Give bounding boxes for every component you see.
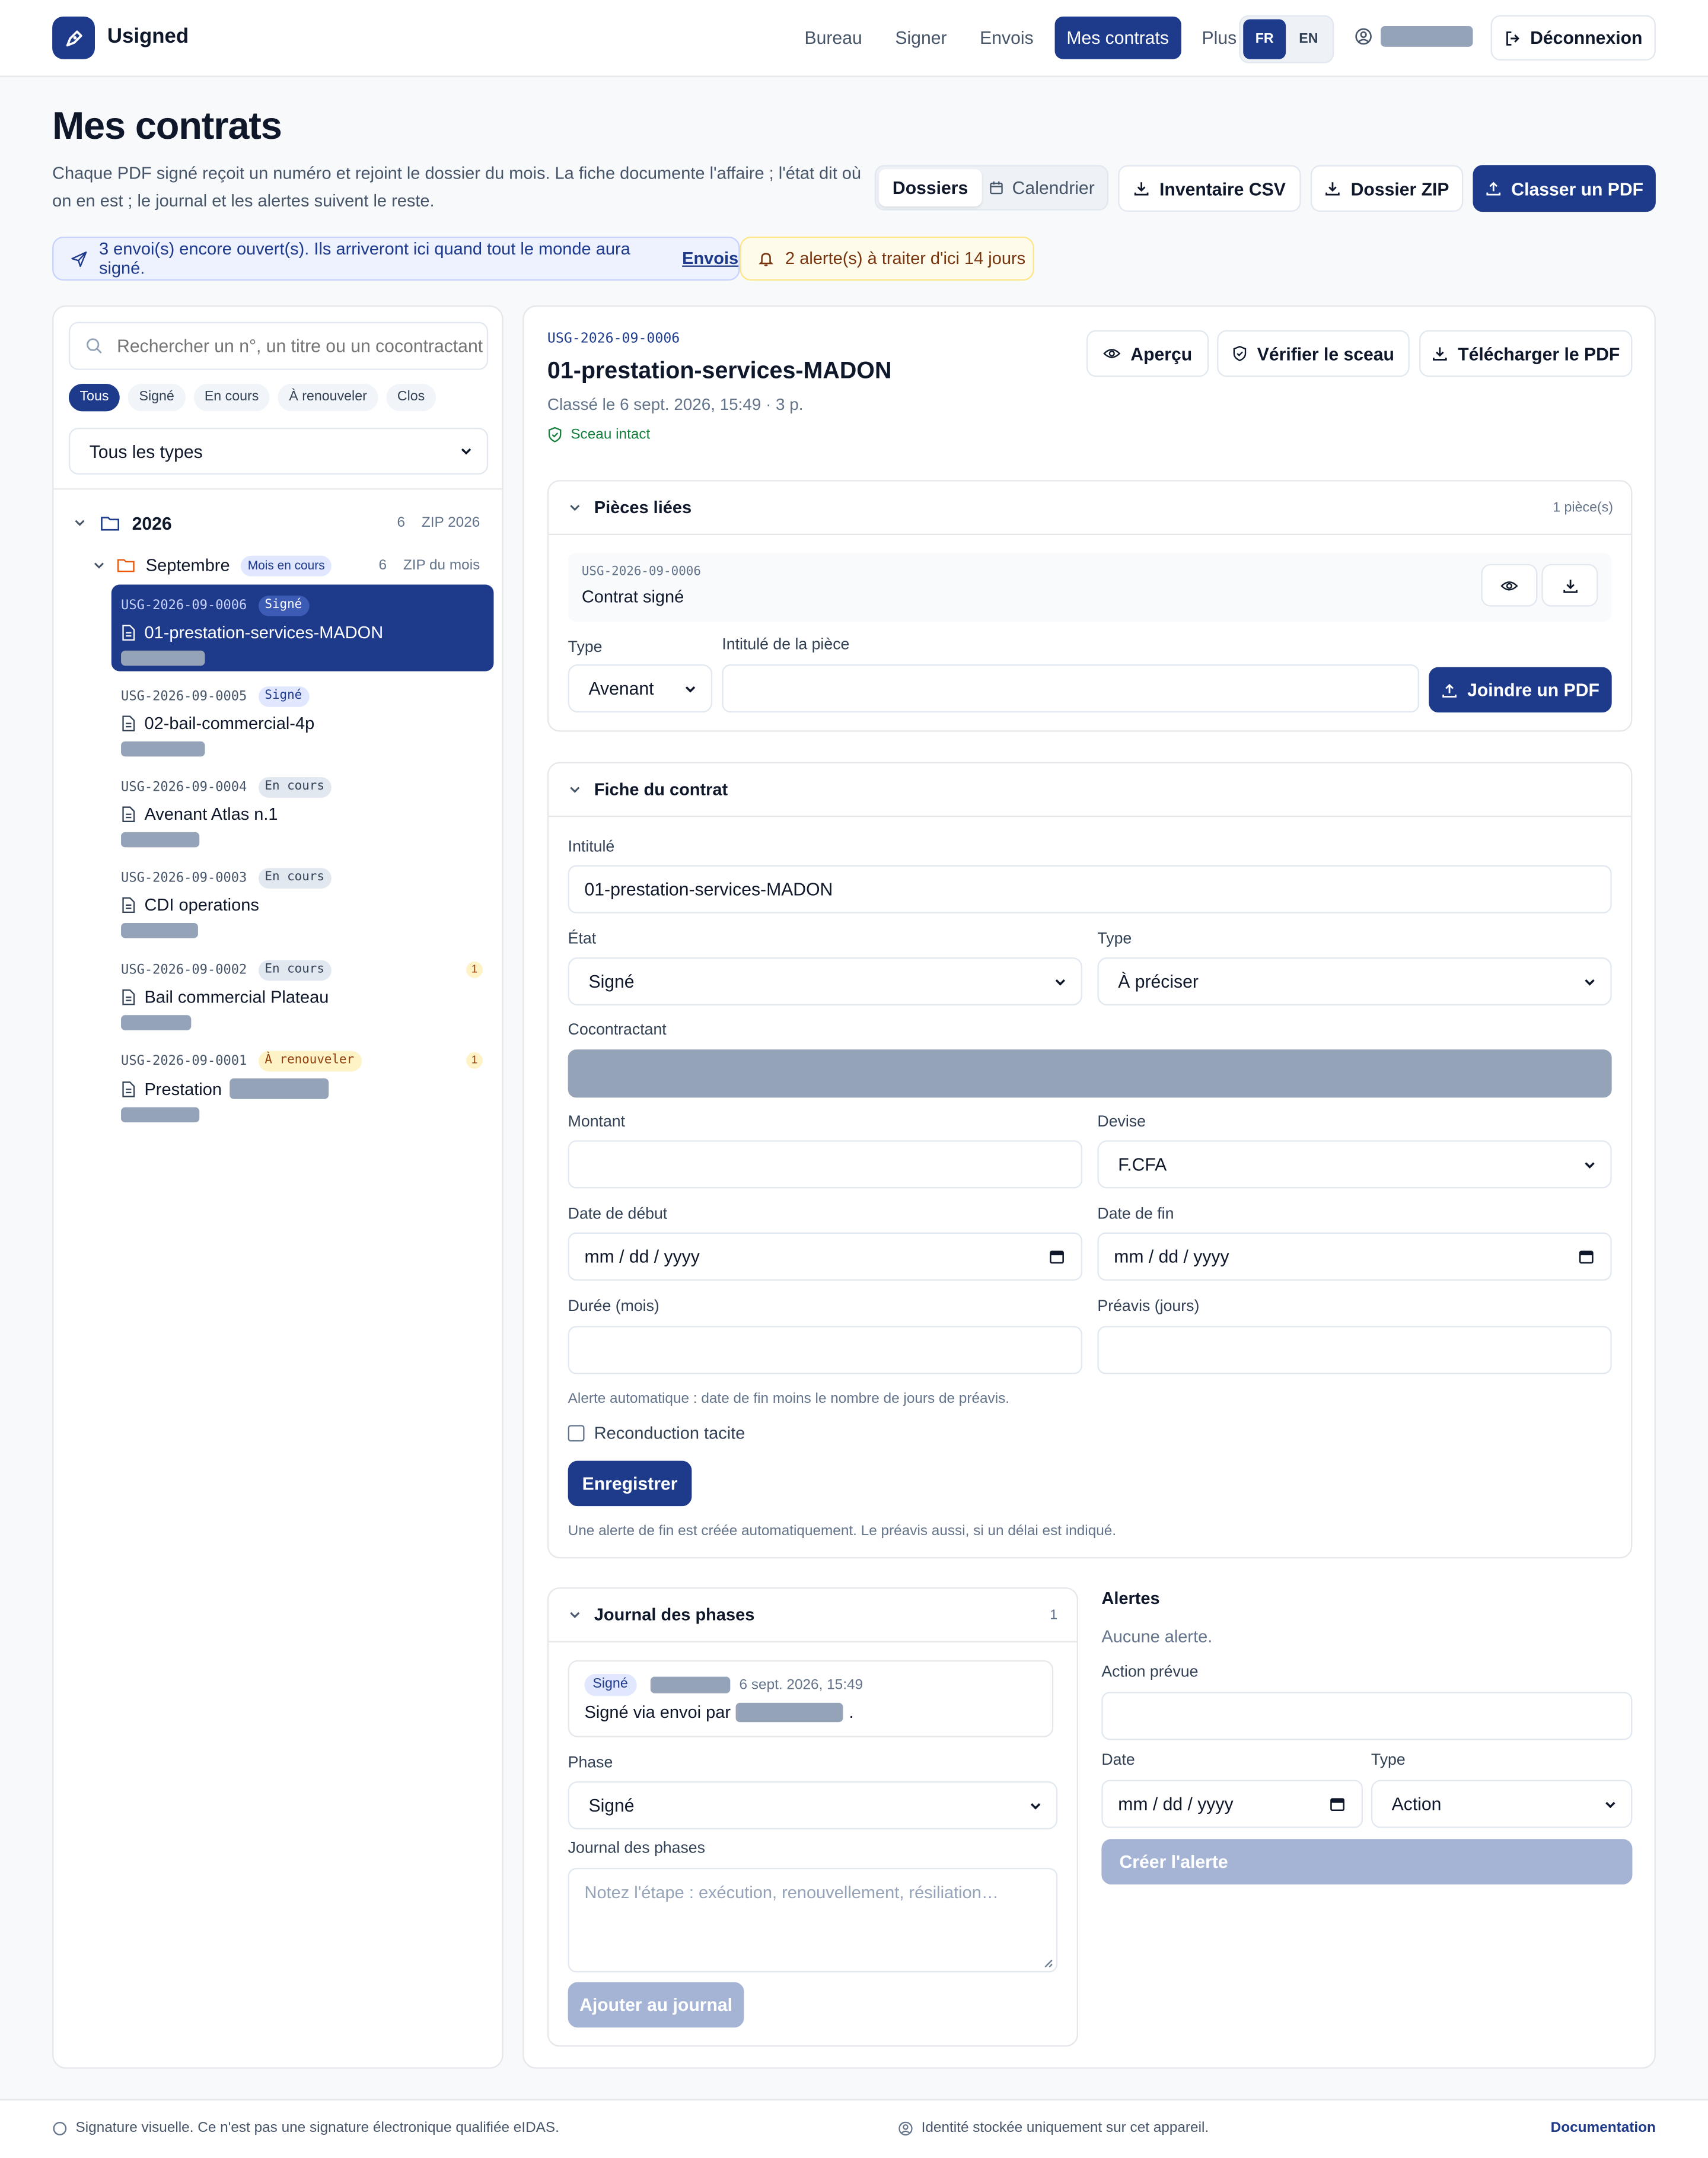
- document-icon: [121, 715, 136, 732]
- filter-en-cours[interactable]: En cours: [193, 384, 270, 411]
- tacit-renewal-label: Reconduction tacite: [594, 1423, 745, 1443]
- status-badge: En cours: [258, 960, 332, 981]
- contracts-sidebar: [52, 305, 504, 2069]
- chevron-down-icon: [1604, 1797, 1617, 1811]
- counterparty-redacted: [121, 923, 198, 938]
- download-pdf-label: Télécharger le PDF: [1458, 343, 1620, 364]
- alerts-section-title: Alertes: [1101, 1589, 1160, 1608]
- document-icon: [121, 989, 136, 1005]
- duree-label: Durée (mois): [568, 1298, 659, 1315]
- piece-name-input[interactable]: [722, 664, 1419, 712]
- linked-pieces-header[interactable]: [568, 498, 692, 517]
- view-calendar-label: Calendrier: [1012, 177, 1095, 198]
- counterparty-redacted: [121, 832, 199, 848]
- contract-type-select[interactable]: [1097, 957, 1611, 1005]
- calendar-icon: [1049, 1249, 1065, 1265]
- download-icon: [1432, 345, 1448, 362]
- contract-sheet-header[interactable]: [568, 780, 728, 799]
- page-description: Chaque PDF signé reçoit un numéro et rejoint le dossier du mois. La fiche documente l'affaire ; l'état dit où on en est ; le journal et les alertes suivent le reste.: [52, 163, 862, 211]
- piece-type-label: Type: [568, 639, 603, 657]
- etat-select[interactable]: [568, 957, 1082, 1005]
- piece-name-label: Intitulé de la pièce: [722, 636, 850, 654]
- detail-filed-meta: Classé le 6 sept. 2026, 15:49 · 3 p.: [547, 394, 804, 414]
- detail-title: 01-prestation-services-MADON: [547, 357, 892, 384]
- sidebar-divider: [53, 488, 502, 489]
- save-note: Une alerte de fin est créée automatiquement. Le préavis aussi, si un délai est indiqué.: [568, 1522, 1117, 1539]
- search-icon: [85, 337, 103, 355]
- send-icon: [70, 250, 88, 268]
- contract-title: 01-prestation-services-MADON: [144, 623, 384, 642]
- language-switch: [1239, 15, 1334, 63]
- contract-list-item[interactable]: [111, 766, 494, 853]
- folder-year-label: 2026: [132, 512, 172, 533]
- journal-entry-time: 6 sept. 2026, 15:49: [739, 1676, 863, 1694]
- sender-redacted: [736, 1703, 843, 1722]
- add-to-journal-label: Ajouter au journal: [579, 1994, 733, 2016]
- nav-mes-contrats[interactable]: Mes contrats: [1054, 17, 1181, 59]
- filter-clos[interactable]: Clos: [386, 384, 436, 411]
- lang-fr-button[interactable]: FR: [1243, 19, 1286, 59]
- footer-disclaimer: [52, 2119, 559, 2136]
- alert-type-select[interactable]: [1371, 1780, 1633, 1828]
- calendar-icon: [1579, 1249, 1594, 1265]
- alerts-text: 2 alerte(s) à traiter d'ici 14 jours: [785, 249, 1026, 269]
- etat-value: Signé: [588, 971, 635, 992]
- contract-number: USG-2026-09-0003: [121, 870, 247, 886]
- inventory-csv-label: Inventaire CSV: [1159, 178, 1286, 199]
- start-date-label: Date de début: [568, 1206, 668, 1223]
- journal-entry: [568, 1660, 1054, 1737]
- contract-title: Prestation: [144, 1079, 222, 1099]
- document-icon: [121, 897, 136, 914]
- shield-check-icon: [547, 426, 563, 443]
- filter-a-renouveler[interactable]: À renouveler: [278, 384, 378, 411]
- etat-label: État: [568, 931, 597, 948]
- page-title: Mes contrats: [52, 104, 282, 148]
- file-pdf-label: Classer un PDF: [1511, 178, 1644, 199]
- save-button[interactable]: [568, 1461, 692, 1507]
- page-footer: [0, 2099, 1708, 2158]
- brand-name: Usigned: [107, 24, 189, 49]
- seal-status: [547, 426, 650, 443]
- contract-list-item[interactable]: [111, 676, 494, 762]
- status-badge: En cours: [258, 868, 332, 889]
- tacit-renewal-row: [568, 1424, 745, 1443]
- piece-type-select[interactable]: [568, 664, 712, 712]
- attach-pdf-label: Joindre un PDF: [1467, 679, 1599, 701]
- counterparty-redacted: [121, 1107, 199, 1123]
- document-icon: [121, 806, 136, 823]
- planned-action-input[interactable]: [1101, 1692, 1632, 1740]
- journal-notes-placeholder: Notez l'étape : exécution, renouvellement, résiliation…: [584, 1883, 999, 1902]
- piece-preview-button[interactable]: [1481, 564, 1537, 607]
- contract-sheet-title: Fiche du contrat: [594, 779, 728, 800]
- status-badge: À renouveler: [258, 1051, 361, 1072]
- contract-title: CDI operations: [144, 895, 259, 915]
- journal-notes-textarea[interactable]: [568, 1868, 1058, 1972]
- preavis-label: Préavis (jours): [1097, 1298, 1200, 1315]
- eye-icon: [1500, 578, 1518, 592]
- type-label: Type: [1097, 931, 1132, 948]
- phase-journal-title: Journal des phases: [594, 1605, 755, 1625]
- open-sends-link[interactable]: Envois: [682, 249, 739, 269]
- folder-year-count: 6: [397, 514, 406, 531]
- download-pdf-button[interactable]: [1419, 330, 1632, 377]
- piece-download-button[interactable]: [1541, 564, 1598, 607]
- alert-date-label: Date: [1101, 1752, 1135, 1769]
- contract-type-value: À préciser: [1118, 971, 1199, 992]
- cocontractant-label: Cocontractant: [568, 1021, 667, 1039]
- download-icon: [1133, 180, 1150, 197]
- phase-journal-count: 1: [1050, 1608, 1058, 1624]
- contract-detail-panel: [522, 305, 1656, 2069]
- linked-pieces-count: 1 pièce(s): [1553, 501, 1613, 516]
- contract-list-item[interactable]: [111, 1040, 494, 1126]
- journal-author-redacted: [650, 1677, 729, 1694]
- devise-value: F.CFA: [1118, 1154, 1167, 1175]
- contract-sheet-card: [547, 762, 1633, 1559]
- folder-year[interactable]: [73, 509, 480, 536]
- duree-input[interactable]: [568, 1326, 1082, 1374]
- piece-type-value: Avenant: [588, 678, 654, 699]
- card-divider: [549, 816, 1631, 817]
- seal-status-label: Sceau intact: [571, 426, 651, 443]
- create-alert-button[interactable]: [1101, 1839, 1632, 1885]
- inventory-csv-button[interactable]: [1118, 165, 1301, 212]
- cocontractant-input-redacted[interactable]: [568, 1049, 1612, 1097]
- folder-month-count: 6: [378, 557, 387, 574]
- status-badge: En cours: [258, 777, 332, 798]
- save-label: Enregistrer: [582, 1473, 678, 1494]
- nav-bureau[interactable]: Bureau: [804, 27, 862, 49]
- circle-info-icon: [52, 2120, 68, 2135]
- main-nav: [792, 17, 1267, 59]
- counterparty-redacted: [121, 1015, 191, 1030]
- add-to-journal-button[interactable]: [568, 1982, 744, 2027]
- linked-pieces-title: Pièces liées: [594, 498, 692, 517]
- phase-journal-header[interactable]: [568, 1605, 755, 1624]
- resize-handle-icon[interactable]: [1043, 1958, 1054, 1969]
- chevron-down-icon: [1583, 975, 1597, 988]
- planned-action-label: Action prévue: [1101, 1664, 1199, 1681]
- create-alert-label: Créer l'alerte: [1119, 1851, 1228, 1872]
- devise-label: Devise: [1097, 1114, 1146, 1131]
- card-divider: [549, 534, 1631, 535]
- eye-icon: [1103, 346, 1121, 360]
- linked-piece-row: [568, 553, 1612, 622]
- chevron-down-icon: [1053, 975, 1067, 988]
- contract-number: USG-2026-09-0001: [121, 1053, 247, 1069]
- montant-input[interactable]: [568, 1140, 1082, 1188]
- document-icon: [121, 625, 136, 641]
- contract-number: USG-2026-09-0006: [121, 598, 247, 614]
- view-folders-tab[interactable]: Dossiers: [879, 169, 982, 206]
- logout-label: Déconnexion: [1530, 27, 1643, 49]
- chevron-down-icon: [73, 516, 87, 530]
- counterparty-redacted: [121, 651, 205, 666]
- phase-value: Signé: [588, 1795, 635, 1816]
- nav-signer[interactable]: Signer: [895, 27, 947, 49]
- zip-folder-button[interactable]: [1311, 165, 1463, 212]
- alert-type-label: Type: [1371, 1752, 1406, 1769]
- brand-logo-icon[interactable]: [52, 17, 95, 59]
- calendar-icon: [1330, 1796, 1345, 1812]
- intitule-label: Intitulé: [568, 839, 615, 856]
- chevron-down-icon: [92, 558, 106, 572]
- type-filter-select[interactable]: [69, 428, 488, 475]
- download-icon: [1562, 577, 1578, 594]
- user-menu[interactable]: [1355, 26, 1473, 47]
- user-icon: [898, 2120, 913, 2135]
- alert-date-input[interactable]: [1101, 1780, 1363, 1828]
- contract-number: USG-2026-09-0004: [121, 779, 247, 795]
- document-icon: [121, 1080, 136, 1097]
- journal-entry-text: Signé via envoi par: [584, 1702, 731, 1723]
- zip-folder-label: Dossier ZIP: [1350, 178, 1449, 199]
- view-toggle: [875, 165, 1108, 211]
- folder-month-label: Septembre: [145, 555, 230, 575]
- status-filters: [69, 384, 436, 411]
- shield-check-icon: [1232, 345, 1248, 362]
- start-date-placeholder: mm / dd / yyyy: [584, 1246, 700, 1267]
- verify-seal-button[interactable]: [1217, 330, 1410, 377]
- file-pdf-button[interactable]: [1473, 165, 1655, 212]
- folder-open-icon: [100, 514, 121, 531]
- open-sends-notice: [52, 237, 740, 281]
- search-input[interactable]: [114, 334, 486, 357]
- folder-month[interactable]: [92, 552, 480, 579]
- contract-title: 02-bail-commercial-4p: [144, 714, 315, 733]
- bell-icon: [758, 250, 775, 267]
- contract-title: Bail commercial Plateau: [144, 987, 329, 1007]
- counterparty-redacted: [121, 741, 205, 757]
- folder-month-zip[interactable]: ZIP du mois: [403, 557, 480, 574]
- chevron-down-icon: [459, 444, 473, 458]
- journal-entry-status: Signé: [585, 1674, 636, 1696]
- end-date-placeholder: mm / dd / yyyy: [1114, 1246, 1229, 1267]
- piece-number: USG-2026-09-0006: [581, 565, 701, 580]
- end-date-input[interactable]: [1097, 1233, 1611, 1281]
- chevron-down-icon: [568, 501, 582, 514]
- detail-contract-number: USG-2026-09-0006: [547, 331, 680, 347]
- footer-identity-text: Identité stockée uniquement sur cet appareil.: [921, 2119, 1209, 2137]
- lang-en-button[interactable]: EN: [1299, 31, 1318, 47]
- upload-icon: [1441, 682, 1458, 698]
- open-sends-text: 3 envoi(s) encore ouvert(s). Ils arriveront ici quand tout le monde aura signé.: [98, 239, 630, 278]
- current-month-badge: Mois en cours: [241, 555, 332, 576]
- preview-button[interactable]: [1086, 330, 1209, 377]
- nav-envois[interactable]: Envois: [980, 27, 1034, 49]
- chevron-down-icon: [683, 682, 697, 695]
- auto-alert-note: Alerte automatique : date de fin moins le nombre de jours de préavis.: [568, 1390, 1010, 1408]
- end-date-label: Date de fin: [1097, 1206, 1174, 1223]
- folder-year-zip[interactable]: ZIP 2026: [421, 514, 480, 531]
- chevron-down-icon: [568, 782, 582, 796]
- alert-type-value: Action: [1391, 1793, 1442, 1815]
- alert-count-badge: 1: [466, 962, 483, 978]
- status-badge: Signé: [258, 596, 309, 616]
- alerts-empty-text: Aucune alerte.: [1101, 1627, 1213, 1647]
- alerts-notice[interactable]: [740, 237, 1034, 281]
- title-redacted: [230, 1078, 329, 1099]
- piece-title: Contrat signé: [581, 587, 684, 607]
- user-icon: [1355, 27, 1372, 45]
- preavis-input[interactable]: [1097, 1326, 1611, 1374]
- nav-plus-label: Plus: [1202, 27, 1237, 49]
- download-icon: [1325, 180, 1341, 197]
- type-filter-value: Tous les types: [89, 441, 203, 461]
- status-badge: Signé: [258, 686, 309, 707]
- footer-disclaimer-text: Signature visuelle. Ce n'est pas une signature électronique qualifiée eIDAS.: [75, 2119, 559, 2137]
- verify-seal-label: Vérifier le sceau: [1257, 343, 1394, 364]
- search-box: [69, 322, 488, 370]
- user-name-redacted: [1381, 26, 1473, 47]
- upload-icon: [1485, 180, 1502, 197]
- alert-count-badge: 1: [466, 1052, 483, 1069]
- phase-label: Phase: [568, 1755, 613, 1772]
- chevron-down-icon: [568, 1608, 582, 1622]
- footer-documentation-link[interactable]: Documentation: [1550, 2119, 1656, 2137]
- contract-number: USG-2026-09-0002: [121, 963, 247, 978]
- contract-list-item[interactable]: [111, 857, 494, 944]
- start-date-input[interactable]: [568, 1233, 1082, 1281]
- devise-select[interactable]: [1097, 1140, 1611, 1188]
- attach-pdf-button[interactable]: [1429, 667, 1611, 713]
- linked-pieces-card: [547, 480, 1633, 731]
- intitule-input[interactable]: 01-prestation-services-MADON: [568, 865, 1612, 914]
- filter-signe[interactable]: Signé: [128, 384, 185, 411]
- preview-label: Aperçu: [1130, 343, 1193, 364]
- montant-label: Montant: [568, 1114, 626, 1131]
- card-divider: [549, 1641, 1076, 1642]
- top-header: [0, 0, 1708, 77]
- contract-list-item[interactable]: [111, 949, 494, 1036]
- phase-journal-card: [547, 1587, 1078, 2046]
- contract-number: USG-2026-09-0005: [121, 689, 247, 705]
- folder-open-icon: [117, 557, 136, 574]
- journal-entry-period: .: [849, 1702, 854, 1723]
- view-calendar-tab[interactable]: [986, 169, 1098, 206]
- journal-notes-label: Journal des phases: [568, 1840, 705, 1857]
- calendar-icon: [989, 180, 1004, 196]
- chevron-down-icon: [1028, 1799, 1042, 1812]
- contract-title: Avenant Atlas n.1: [144, 804, 278, 824]
- footer-identity-note: [898, 2119, 1209, 2136]
- filter-tous[interactable]: Tous: [69, 384, 120, 411]
- alert-date-placeholder: mm / dd / yyyy: [1118, 1793, 1234, 1815]
- logout-button[interactable]: [1491, 15, 1656, 61]
- phase-select[interactable]: [568, 1781, 1058, 1829]
- logout-icon: [1504, 30, 1521, 46]
- chevron-down-icon: [1583, 1157, 1597, 1171]
- contract-list-item[interactable]: [111, 585, 494, 671]
- tacit-renewal-checkbox[interactable]: [568, 1425, 585, 1441]
